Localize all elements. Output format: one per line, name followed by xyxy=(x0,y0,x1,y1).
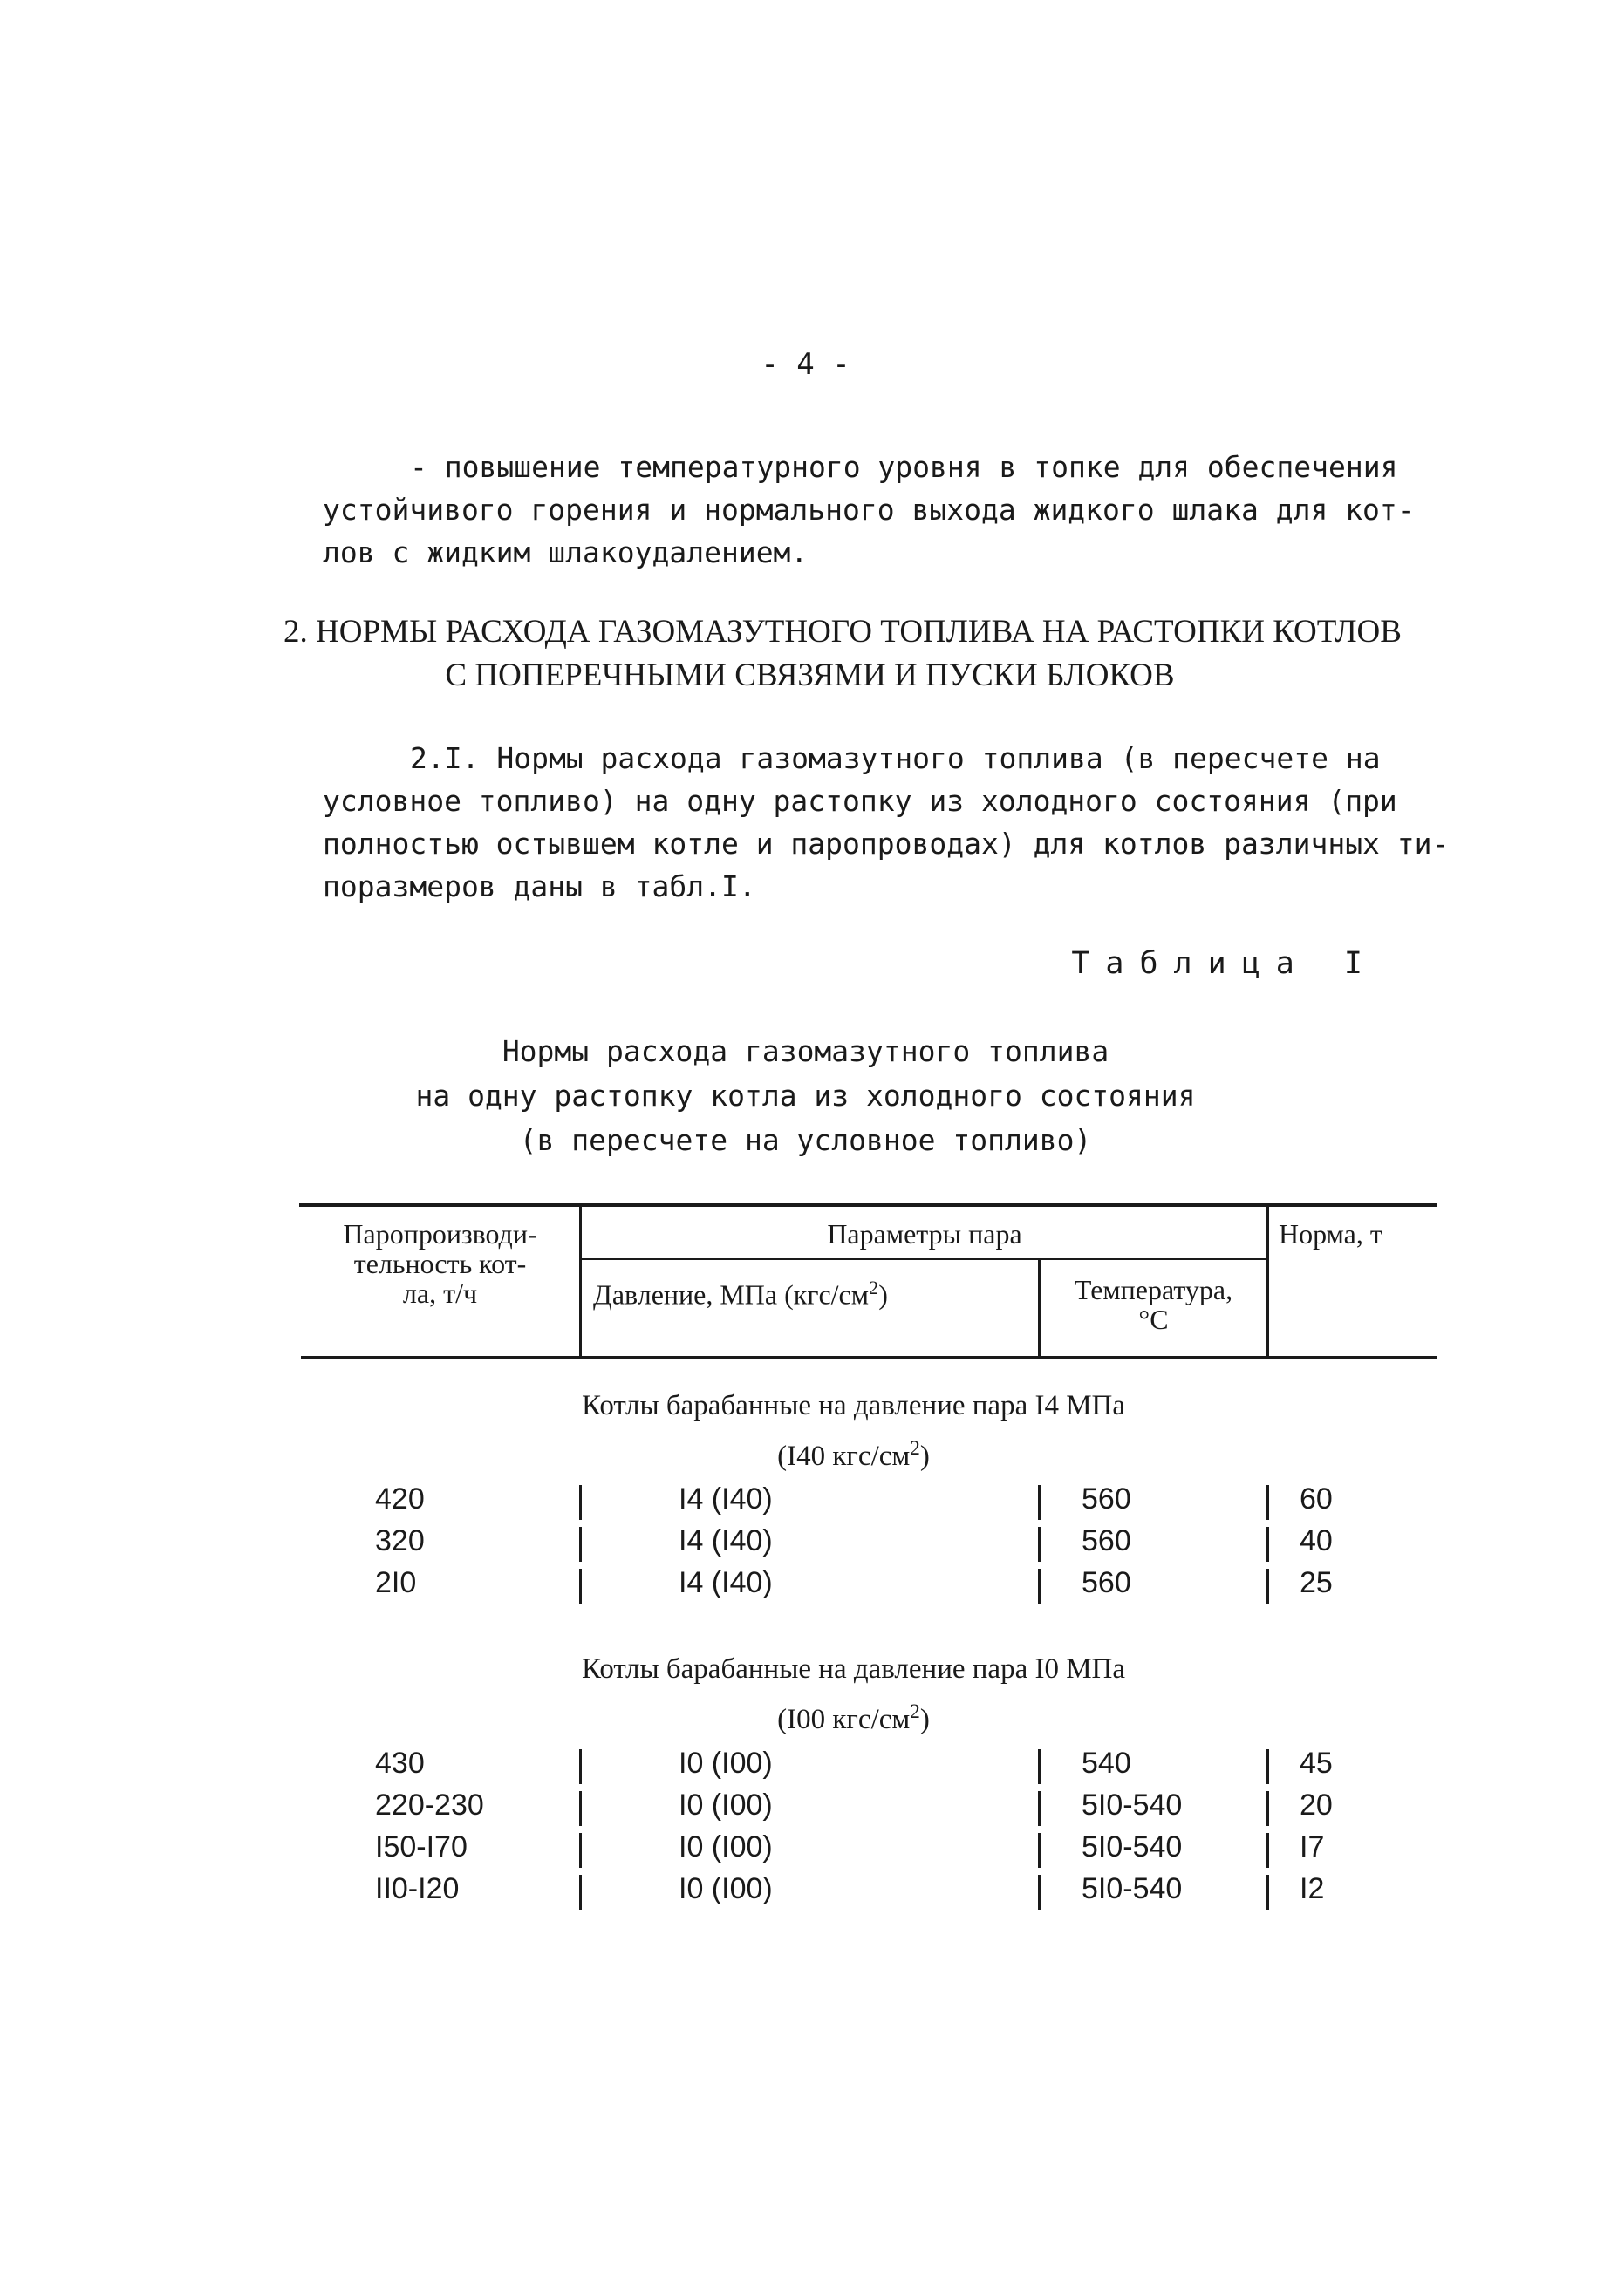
column-separator xyxy=(579,1569,582,1604)
section-heading-line: 2. НОРМЫ РАСХОДА ГАЗОМАЗУТНОГО ТОПЛИВА НА РАСТОПКИ КОТЛОВ xyxy=(283,614,1402,650)
cell-capacity: 420 xyxy=(375,1482,425,1516)
cell-capacity: 320 xyxy=(375,1524,425,1557)
header-pressure-text: Давление, МПа (кгс/см xyxy=(593,1278,869,1311)
header-divider xyxy=(579,1205,582,1358)
group-title-unit: (I40 кгс/см xyxy=(777,1441,911,1472)
cell-temperature: 560 xyxy=(1082,1524,1131,1557)
cell-temperature: 540 xyxy=(1082,1747,1131,1780)
cell-pressure: I4 (I40) xyxy=(679,1566,773,1599)
cell-pressure: I0 (I00) xyxy=(679,1747,773,1780)
cell-pressure: I4 (I40) xyxy=(679,1524,773,1557)
header-pressure-close: ) xyxy=(878,1278,888,1311)
column-separator xyxy=(1038,1569,1041,1604)
cell-capacity: 220-230 xyxy=(375,1788,484,1822)
header-pressure-sup: 2 xyxy=(868,1277,879,1298)
header-norm: Норма, т xyxy=(1279,1218,1382,1250)
intro-line: лов с жидким шлакоудалением. xyxy=(323,535,809,569)
cell-pressure: I4 (I40) xyxy=(679,1482,773,1516)
column-separator xyxy=(579,1875,582,1910)
cell-norm: 40 xyxy=(1300,1524,1333,1557)
header-temperature-label: Температура, xyxy=(1074,1274,1233,1305)
header-steam-params: Параметры пара xyxy=(827,1218,1022,1250)
header-temperature-unit: °C xyxy=(1138,1304,1169,1335)
cell-norm: 25 xyxy=(1300,1566,1333,1599)
cell-pressure: I0 (I00) xyxy=(679,1788,773,1822)
column-separator xyxy=(1038,1527,1041,1562)
column-separator xyxy=(579,1833,582,1868)
cell-capacity: 2I0 xyxy=(375,1566,417,1599)
group-title-line xyxy=(0,1427,1611,1477)
header-pressure xyxy=(586,1273,1042,1310)
group-title-close: ) xyxy=(919,1704,930,1735)
column-separator xyxy=(1266,1875,1269,1910)
cell-temperature: 5I0-540 xyxy=(1082,1788,1183,1822)
column-separator xyxy=(1038,1749,1041,1784)
column-separator xyxy=(579,1485,582,1520)
caption-line: (в пересчете на условное топливо) xyxy=(519,1123,1092,1157)
section-heading-line: С ПОПЕРЕЧНЫМИ СВЯЗЯМИ И ПУСКИ БЛОКОВ xyxy=(445,657,1175,693)
cell-pressure: I0 (I00) xyxy=(679,1872,773,1905)
column-separator xyxy=(1266,1527,1269,1562)
cell-norm: 60 xyxy=(1300,1482,1333,1516)
group-title-unit: (I00 кгс/см xyxy=(777,1704,911,1735)
cell-norm: 45 xyxy=(1300,1747,1333,1780)
caption-line: на одну растопку котла из холодного состояния xyxy=(415,1079,1196,1113)
cell-temperature: 560 xyxy=(1082,1482,1131,1516)
group-title-line: Котлы барабанные на давление пара I0 МПа xyxy=(581,1653,1126,1685)
group-title-line xyxy=(0,1690,1611,1741)
table-caption xyxy=(0,1029,1611,1162)
column-separator xyxy=(1038,1485,1041,1520)
column-separator xyxy=(579,1527,582,1562)
group-title-sup: 2 xyxy=(910,1700,920,1722)
column-separator xyxy=(579,1749,582,1784)
intro-paragraph xyxy=(323,446,1448,574)
cell-pressure: I0 (I00) xyxy=(679,1830,773,1863)
cell-norm: I2 xyxy=(1300,1872,1325,1905)
page-number: - 4 - xyxy=(761,347,850,382)
header-temperature xyxy=(1042,1275,1265,1334)
header-divider xyxy=(1266,1205,1269,1358)
cell-capacity: II0-I20 xyxy=(375,1872,460,1905)
section-paragraph-line: условное топливо) на одну растопку из холодного состояния (при xyxy=(323,784,1397,818)
caption-line: Нормы расхода газомазутного топлива xyxy=(502,1034,1109,1068)
cell-norm: 20 xyxy=(1300,1788,1333,1822)
cell-capacity: 430 xyxy=(375,1747,425,1780)
cell-capacity: I50-I70 xyxy=(375,1830,468,1863)
column-separator xyxy=(1038,1833,1041,1868)
column-separator xyxy=(579,1791,582,1826)
table-label: Таблица I xyxy=(1071,946,1378,981)
group-title-close: ) xyxy=(919,1441,930,1472)
section-paragraph-line: поразмеров даны в табл.I. xyxy=(323,869,756,903)
section-paragraph xyxy=(323,737,1448,908)
column-separator xyxy=(1038,1791,1041,1826)
section-heading xyxy=(0,610,1611,698)
cell-temperature: 5I0-540 xyxy=(1082,1830,1183,1863)
column-separator xyxy=(1266,1569,1269,1604)
group-title xyxy=(0,1385,1611,1477)
header-capacity-line: ла, т/ч xyxy=(402,1277,478,1309)
cell-temperature: 560 xyxy=(1082,1566,1131,1599)
header-capacity-line: Паропроизводи- xyxy=(343,1218,537,1250)
group-title-line: Котлы барабанные на давление пара I4 МПа xyxy=(581,1390,1126,1421)
section-paragraph-line: 2.I. Нормы расхода газомазутного топлива (в пересчете на xyxy=(410,741,1381,775)
group-title-sup: 2 xyxy=(910,1436,920,1459)
intro-line: - повышение температурного уровня в топке для обеспечения xyxy=(410,450,1398,484)
column-separator xyxy=(1266,1485,1269,1520)
group-title xyxy=(0,1648,1611,1741)
cell-temperature: 5I0-540 xyxy=(1082,1872,1183,1905)
column-separator xyxy=(1266,1833,1269,1868)
column-separator xyxy=(1266,1749,1269,1784)
column-separator xyxy=(1038,1875,1041,1910)
cell-norm: I7 xyxy=(1300,1830,1325,1863)
intro-line: устойчивого горения и нормального выхода жидкого шлака для кот- xyxy=(323,493,1415,527)
steam-params-rule xyxy=(580,1258,1269,1260)
column-separator xyxy=(1266,1791,1269,1826)
header-capacity-line: тельность кот- xyxy=(353,1248,527,1279)
header-capacity xyxy=(307,1219,573,1308)
section-paragraph-line: полностью остывшем котле и паропроводах) для котлов различных ти- xyxy=(323,827,1450,861)
